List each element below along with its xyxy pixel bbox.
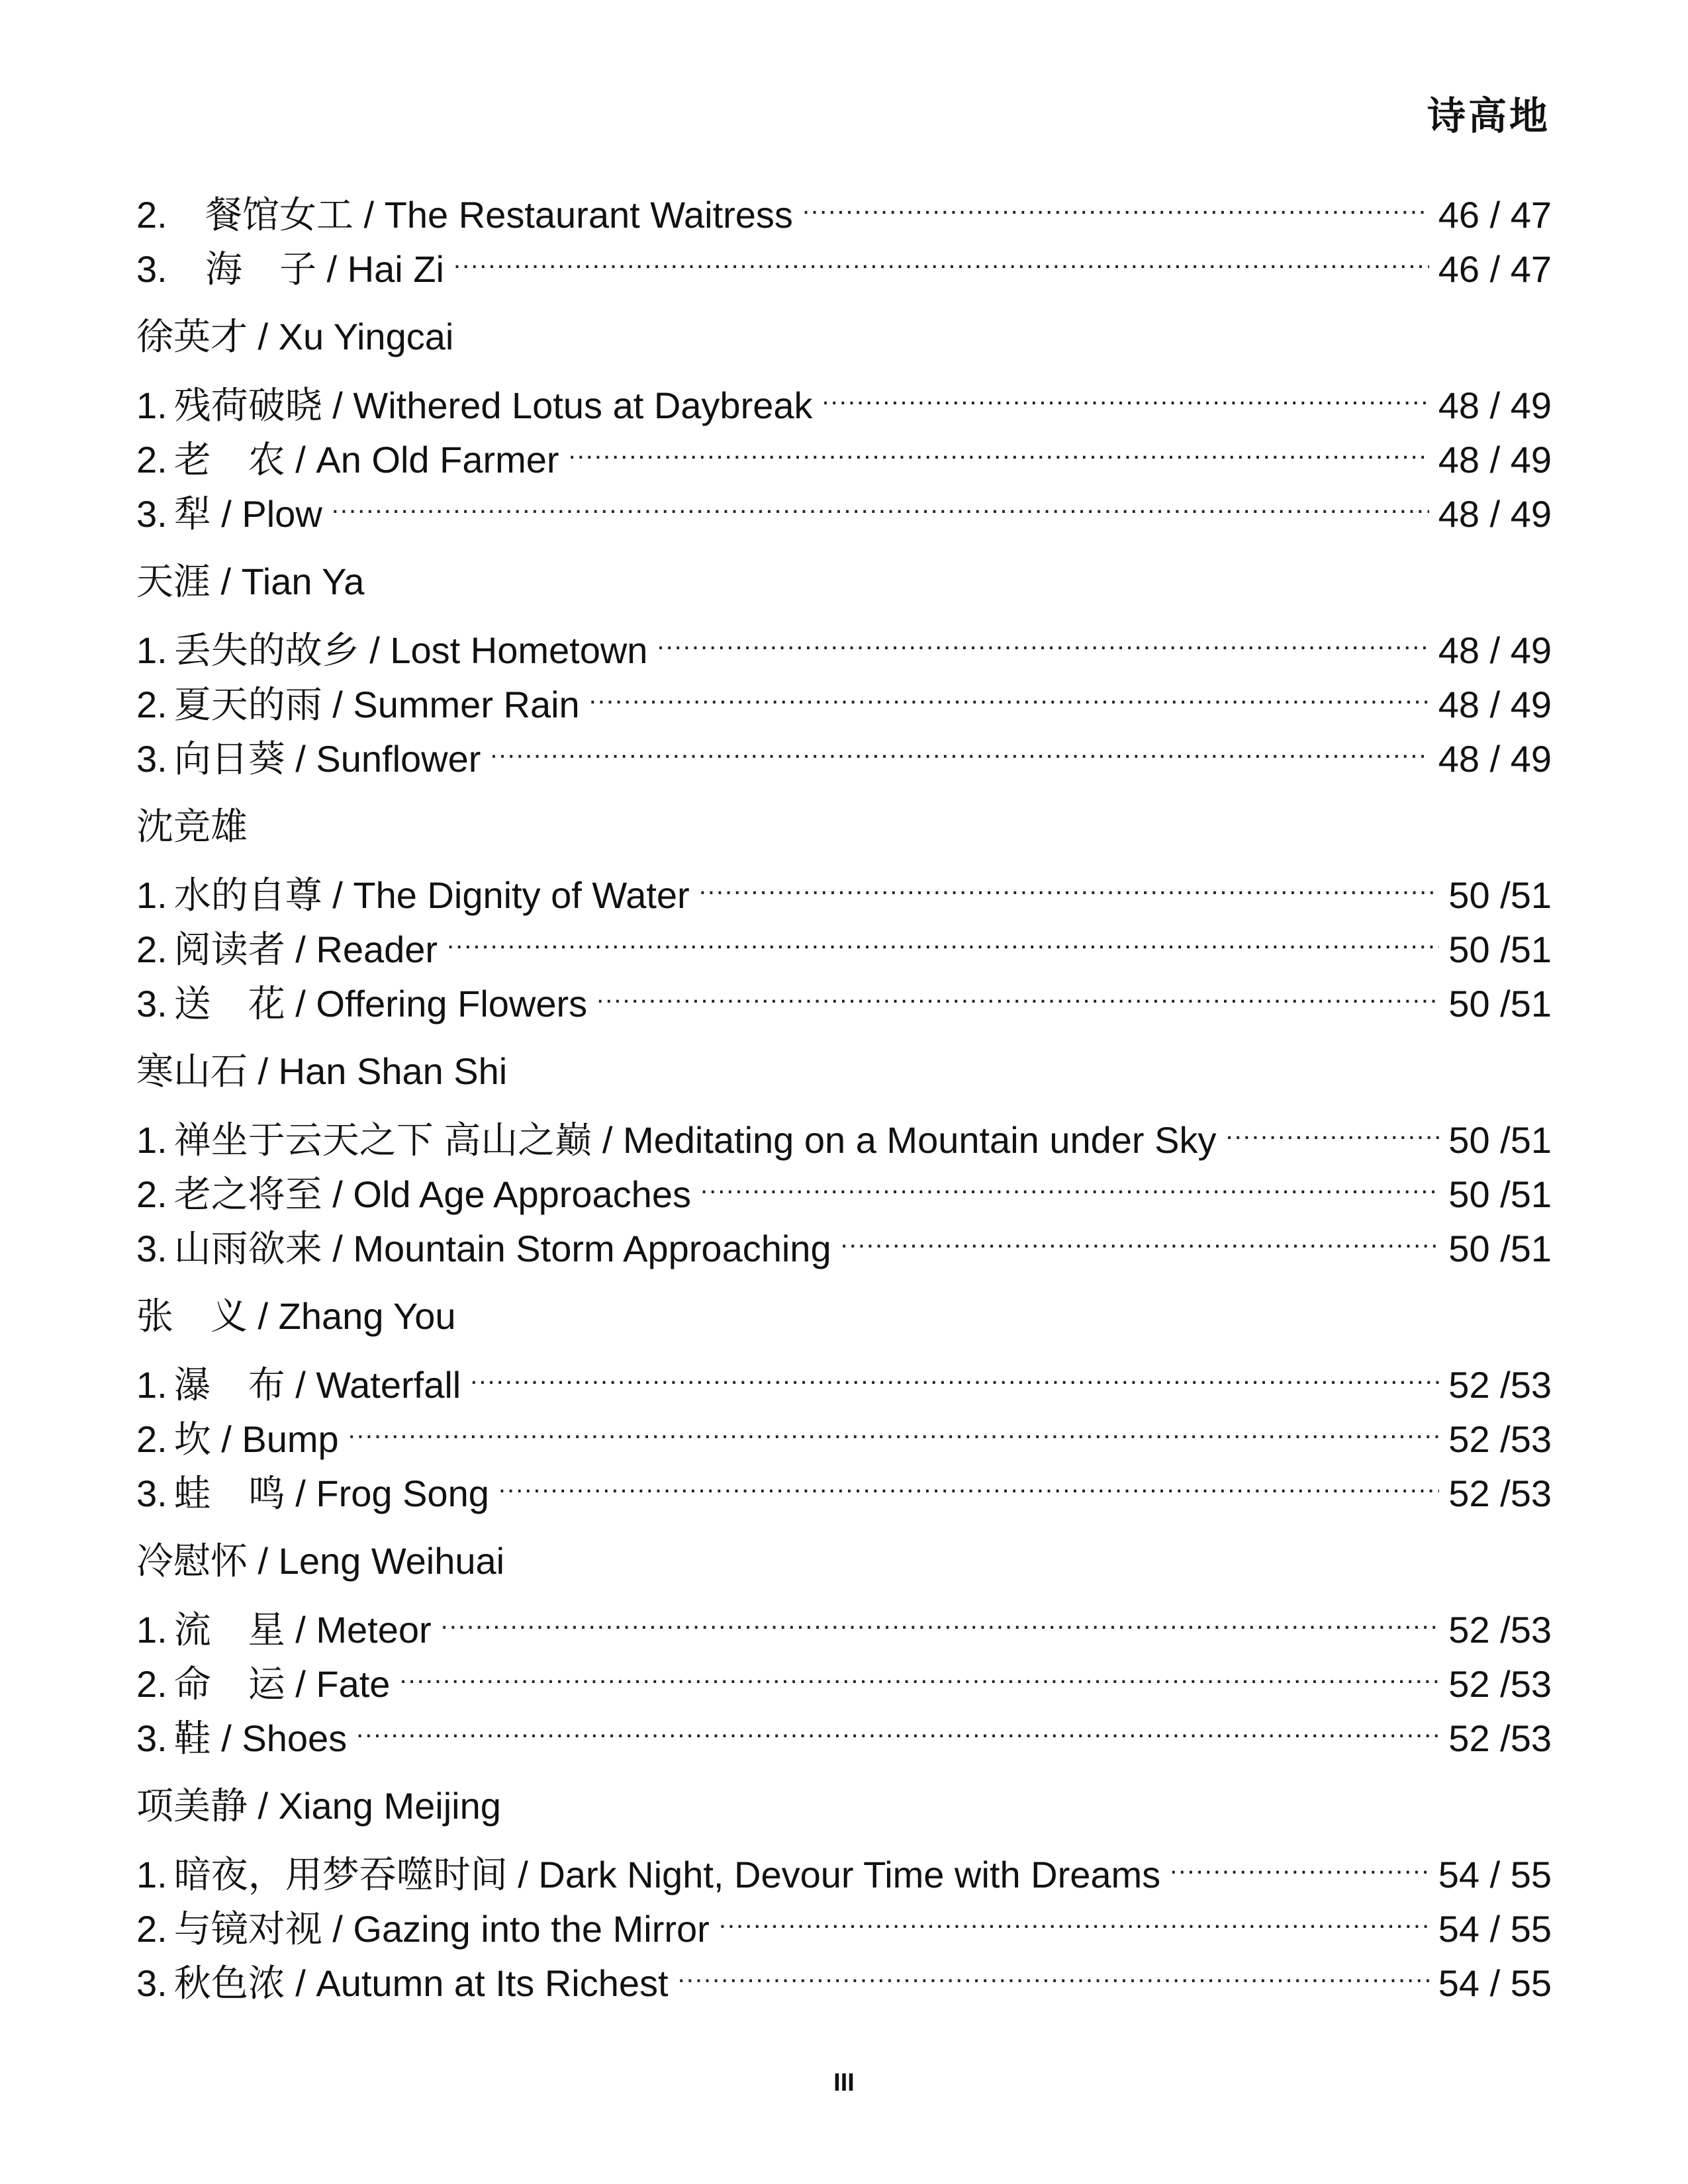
entry-pages: 50 /51 bbox=[1448, 1173, 1552, 1215]
toc-entry bbox=[136, 1398, 1552, 1460]
dot-leader bbox=[470, 1343, 1439, 1398]
entry-number: 3. bbox=[136, 1962, 167, 2004]
entry-title: 犁 / Plow bbox=[173, 493, 322, 535]
dot-leader bbox=[589, 663, 1429, 717]
entry-number: 2. bbox=[136, 194, 167, 236]
entry-pages: 54 / 55 bbox=[1438, 1908, 1552, 1950]
dot-leader bbox=[1225, 1099, 1439, 1153]
entry-pages: 48 / 49 bbox=[1438, 684, 1552, 725]
entry-title: 命 运 / Fate bbox=[173, 1663, 391, 1705]
entry-title: 山雨欲来 / Mountain Storm Approaching bbox=[173, 1228, 831, 1269]
entry-number: 2. bbox=[136, 1418, 167, 1460]
dot-leader bbox=[657, 609, 1429, 663]
dot-leader bbox=[700, 1153, 1439, 1207]
entry-title: 秋色浓 / Autumn at Its Richest bbox=[173, 1962, 669, 2004]
toc-entry bbox=[136, 1099, 1552, 1161]
entry-title: 残荷破晓 / Withered Lotus at Daybreak bbox=[173, 385, 813, 426]
toc-entry bbox=[136, 173, 1552, 236]
entry-pages: 48 / 49 bbox=[1438, 385, 1552, 426]
toc-continued-group bbox=[136, 173, 1552, 290]
author-heading: 张 义 / Zhang You bbox=[136, 1295, 456, 1337]
dot-leader bbox=[498, 1452, 1439, 1506]
entry-number: 1. bbox=[136, 1119, 167, 1161]
entry-pages: 52 /53 bbox=[1448, 1717, 1552, 1759]
entry-pages: 48 / 49 bbox=[1438, 439, 1552, 480]
author-heading: 沈竞雄 bbox=[136, 805, 248, 847]
toc-section bbox=[136, 1534, 1552, 1759]
entry-pages: 54 / 55 bbox=[1438, 1854, 1552, 1895]
entry-number: 3. bbox=[136, 1473, 167, 1514]
author-heading: 项美静 / Xiang Meijing bbox=[136, 1785, 501, 1827]
dot-leader bbox=[678, 1942, 1429, 1996]
dot-leader bbox=[841, 1207, 1440, 1261]
running-header-title: 诗高地 bbox=[1427, 93, 1550, 138]
entry-number: 2. bbox=[136, 684, 167, 725]
entry-title: 禅坐于云天之下 高山之巅 / Meditating on a Mountain under Sky bbox=[173, 1119, 1217, 1161]
entry-title: 老之将至 / Old Age Approaches bbox=[173, 1173, 691, 1215]
entry-pages: 54 / 55 bbox=[1438, 1962, 1552, 2004]
entry-title: 水的自尊 / The Dignity of Water bbox=[173, 874, 690, 916]
entry-pages: 50 /51 bbox=[1448, 929, 1552, 970]
entry-number: 2. bbox=[136, 1908, 167, 1950]
toc-entry bbox=[136, 1588, 1552, 1651]
dot-leader bbox=[822, 364, 1429, 418]
entry-pages: 52 /53 bbox=[1448, 1663, 1552, 1705]
entry-number: 3. bbox=[136, 248, 167, 290]
toc-entry bbox=[136, 473, 1552, 535]
toc-entry bbox=[136, 1452, 1552, 1514]
entry-title: 送 花 / Offering Flowers bbox=[173, 983, 588, 1024]
dot-leader bbox=[399, 1643, 1439, 1697]
dot-leader bbox=[490, 717, 1429, 772]
entry-pages: 46 / 47 bbox=[1438, 248, 1552, 290]
entry-title: 向日葵 / Sunflower bbox=[173, 738, 481, 780]
entry-number: 2. bbox=[136, 1663, 167, 1705]
entry-pages: 50 /51 bbox=[1448, 1119, 1552, 1161]
dot-leader bbox=[569, 418, 1429, 473]
entry-number: 1. bbox=[136, 1364, 167, 1406]
dot-leader bbox=[447, 908, 1439, 962]
author-heading: 天涯 / Tian Ya bbox=[136, 561, 365, 602]
toc-section bbox=[136, 1044, 1552, 1269]
entry-number: 1. bbox=[136, 874, 167, 916]
entry-pages: 52 /53 bbox=[1448, 1418, 1552, 1460]
author-heading: 冷慰怀 / Leng Weihuai bbox=[136, 1540, 505, 1582]
entry-title: 坎 / Bump bbox=[173, 1418, 339, 1460]
toc-section bbox=[136, 799, 1552, 1024]
entry-number: 3. bbox=[136, 983, 167, 1024]
entry-number: 3. bbox=[136, 738, 167, 780]
toc-section bbox=[136, 1779, 1552, 2004]
entry-number: 1. bbox=[136, 385, 167, 426]
toc-section bbox=[136, 310, 1552, 535]
dot-leader bbox=[332, 473, 1429, 527]
entry-number: 2. bbox=[136, 1173, 167, 1215]
entry-title: 老 农 / An Old Farmer bbox=[173, 439, 559, 480]
entry-pages: 52 /53 bbox=[1448, 1364, 1552, 1406]
dot-leader bbox=[441, 1588, 1440, 1643]
dot-leader bbox=[356, 1697, 1439, 1751]
entry-pages: 48 / 49 bbox=[1438, 738, 1552, 780]
entry-title: 丢失的故乡 / Lost Hometown bbox=[173, 629, 648, 671]
dot-leader bbox=[1170, 1833, 1429, 1888]
dot-leader bbox=[699, 854, 1440, 908]
entry-number: 2. bbox=[136, 439, 167, 480]
dot-leader bbox=[453, 228, 1429, 282]
dot-leader bbox=[802, 173, 1429, 228]
entry-title: 瀑 布 / Waterfall bbox=[173, 1364, 461, 1406]
entry-pages: 50 /51 bbox=[1448, 1228, 1552, 1269]
entry-pages: 52 /53 bbox=[1448, 1609, 1552, 1651]
entry-number: 3. bbox=[136, 1717, 167, 1759]
table-of-contents bbox=[136, 173, 1552, 2004]
entry-title: 与镜对视 / Gazing into the Mirror bbox=[173, 1908, 710, 1950]
entry-number: 2. bbox=[136, 929, 167, 970]
author-heading: 徐英才 / Xu Yingcai bbox=[136, 316, 454, 357]
entry-pages: 50 /51 bbox=[1448, 983, 1552, 1024]
entry-number: 1. bbox=[136, 1609, 167, 1651]
toc-entry bbox=[136, 609, 1552, 671]
entry-pages: 48 / 49 bbox=[1438, 629, 1552, 671]
toc-section bbox=[136, 1289, 1552, 1514]
entry-title: 流 星 / Meteor bbox=[173, 1609, 432, 1651]
entry-pages: 52 /53 bbox=[1448, 1473, 1552, 1514]
author-heading: 寒山石 / Han Shan Shi bbox=[136, 1050, 508, 1092]
toc-entry bbox=[136, 1833, 1552, 1895]
dot-leader bbox=[348, 1398, 1440, 1452]
entry-title: 暗夜，用梦吞噬时间 / Dark Night, Devour Time with Dreams bbox=[173, 1854, 1161, 1895]
toc-section bbox=[136, 555, 1552, 780]
entry-title: 鞋 / Shoes bbox=[173, 1717, 348, 1759]
entry-title: 夏天的雨 / Summer Rain bbox=[173, 684, 580, 725]
entry-pages: 48 / 49 bbox=[1438, 493, 1552, 535]
toc-entry bbox=[136, 1343, 1552, 1406]
toc-entry bbox=[136, 364, 1552, 426]
entry-pages: 46 / 47 bbox=[1438, 194, 1552, 236]
entry-title: 餐馆女工 / The Restaurant Waitress bbox=[205, 194, 793, 236]
entry-title: 阅读者 / Reader bbox=[173, 929, 438, 970]
entry-title: 海 子 / Hai Zi bbox=[205, 248, 444, 290]
toc-entry bbox=[136, 854, 1552, 916]
dot-leader bbox=[596, 962, 1439, 1017]
entry-number: 3. bbox=[136, 1228, 167, 1269]
entry-pages: 50 /51 bbox=[1448, 874, 1552, 916]
entry-title: 蛙 鸣 / Frog Song bbox=[173, 1473, 489, 1514]
entry-number: 1. bbox=[136, 1854, 167, 1895]
entry-number: 3. bbox=[136, 493, 167, 535]
entry-number: 1. bbox=[136, 629, 167, 671]
page-number: III bbox=[833, 2069, 855, 2097]
dot-leader bbox=[719, 1888, 1429, 1942]
